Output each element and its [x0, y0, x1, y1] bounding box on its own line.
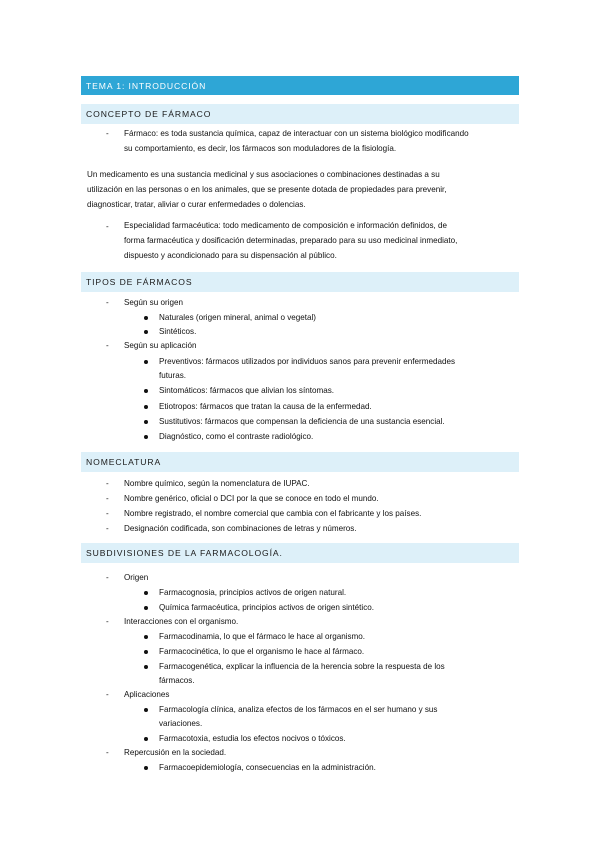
- list-item: Farmacoepidemiología, consecuencias en la administración.: [159, 763, 376, 772]
- bullet-icon: [144, 708, 148, 712]
- list-item: Sustitutivos: fármacos que compensan la deficiencia de una sustancia esencial.: [159, 417, 445, 426]
- bullet-icon: [144, 389, 148, 393]
- bullet-icon: [144, 420, 148, 424]
- list-item: Farmacotoxia, estudia los efectos nocivos o tóxicos.: [159, 734, 346, 743]
- list-item: Sintéticos.: [159, 327, 197, 336]
- section-heading-nomenclatura: NOMECLATURA: [81, 452, 519, 472]
- dash-bullet: -: [106, 298, 109, 307]
- list-item: Designación codificada, son combinaciones de letras y números.: [124, 524, 357, 533]
- dash-bullet: -: [106, 341, 109, 350]
- dash-bullet: -: [106, 494, 109, 503]
- bullet-icon: [144, 737, 148, 741]
- bullet-icon: [144, 766, 148, 770]
- list-item: Farmacogenética, explicar la influencia de la herencia sobre la respuesta de los: [159, 662, 445, 671]
- dash-bullet: -: [106, 617, 109, 626]
- bullet-icon: [144, 316, 148, 320]
- list-item: Preventivos: fármacos utilizados por individuos sanos para prevenir enfermedades: [159, 357, 456, 366]
- bullet-icon: [144, 635, 148, 639]
- list-item: Química farmacéutica, principios activos de origen sintético.: [159, 603, 375, 612]
- list-item: Nombre genérico, oficial o DCI por la que se conoce en todo el mundo.: [124, 494, 379, 503]
- list-item: Farmacodinamia, lo que el fármaco le hace al organismo.: [159, 632, 366, 641]
- list-item: Interacciones con el organismo.: [124, 617, 239, 626]
- list-item: Repercusión en la sociedad.: [124, 748, 227, 757]
- bullet-icon: [144, 405, 148, 409]
- dash-bullet: -: [106, 690, 109, 699]
- list-item: Origen: [124, 573, 149, 582]
- list-item: fármacos.: [159, 676, 195, 685]
- list-item: Naturales (origen mineral, animal o vegetal): [159, 313, 317, 322]
- list-item: Nombre registrado, el nombre comercial que cambia con el fabricante y los países.: [124, 509, 422, 518]
- bullet-icon: [144, 606, 148, 610]
- list-item: Farmacognosia, principios activos de origen natural.: [159, 588, 347, 597]
- bullet-icon: [144, 435, 148, 439]
- list-item: futuras.: [159, 371, 186, 380]
- bullet-icon: [144, 360, 148, 364]
- list-item: Aplicaciones: [124, 690, 170, 699]
- farmaco-definition: Fármaco: es toda sustancia química, capaz de interactuar con un sistema biológico modificando su comportamiento, es decir, los fármacos son moduladores de la fisiología.: [124, 129, 469, 153]
- bullet-icon: [144, 650, 148, 654]
- list-item: Según su origen: [124, 298, 183, 307]
- page-title: TEMA 1: INTRODUCCIÓN: [81, 76, 519, 95]
- dash-bullet: -: [106, 573, 109, 582]
- bullet-icon: [144, 591, 148, 595]
- list-item: Nombre químico, según la nomenclatura de IUPAC.: [124, 479, 310, 488]
- list-item: Sintomáticos: fármacos que alivian los síntomas.: [159, 386, 334, 395]
- bullet-icon: [144, 330, 148, 334]
- dash-bullet: -: [106, 524, 109, 533]
- bullet-icon: [144, 665, 148, 669]
- section-heading-subdivisiones: SUBDIVISIONES DE LA FARMACOLOGÍA.: [81, 543, 519, 563]
- list-item: Según su aplicación: [124, 341, 197, 350]
- list-item: Diagnóstico, como el contraste radiológico.: [159, 432, 314, 441]
- medicamento-definition: Un medicamento es una sustancia medicinal y sus asociaciones o combinaciones destinadas a su utilización en las personas o en los animales, que se presente dotada de propiedades para prevenir, diagnosticar, tratar, aliviar o curar enfermedades o dolencias.: [87, 170, 447, 209]
- dash-bullet: -: [106, 509, 109, 518]
- section-heading-tipos: TIPOS DE FÁRMACOS: [81, 272, 519, 292]
- section-heading-concepto: CONCEPTO DE FÁRMACO: [81, 104, 519, 124]
- list-item: Etiotropos: fármacos que tratan la causa de la enfermedad.: [159, 402, 372, 411]
- list-item: variaciones.: [159, 719, 203, 728]
- dash-bullet: -: [106, 479, 109, 488]
- especialidad-definition: Especialidad farmacéutica: todo medicamento de composición e información definidos, de forma farmacéutica y dosificación determinadas, preparado para su uso medicinal inmediato, dispuesto y acondicionado para su dispensación al público.: [124, 221, 458, 260]
- list-item: Farmacocinética, lo que el organismo le hace al fármaco.: [159, 647, 365, 656]
- dash-bullet: -: [106, 748, 109, 757]
- dash-bullet: -: [106, 129, 109, 138]
- dash-bullet: -: [106, 222, 109, 231]
- list-item: Farmacología clínica, analiza efectos de los fármacos en el ser humano y sus: [159, 705, 438, 714]
